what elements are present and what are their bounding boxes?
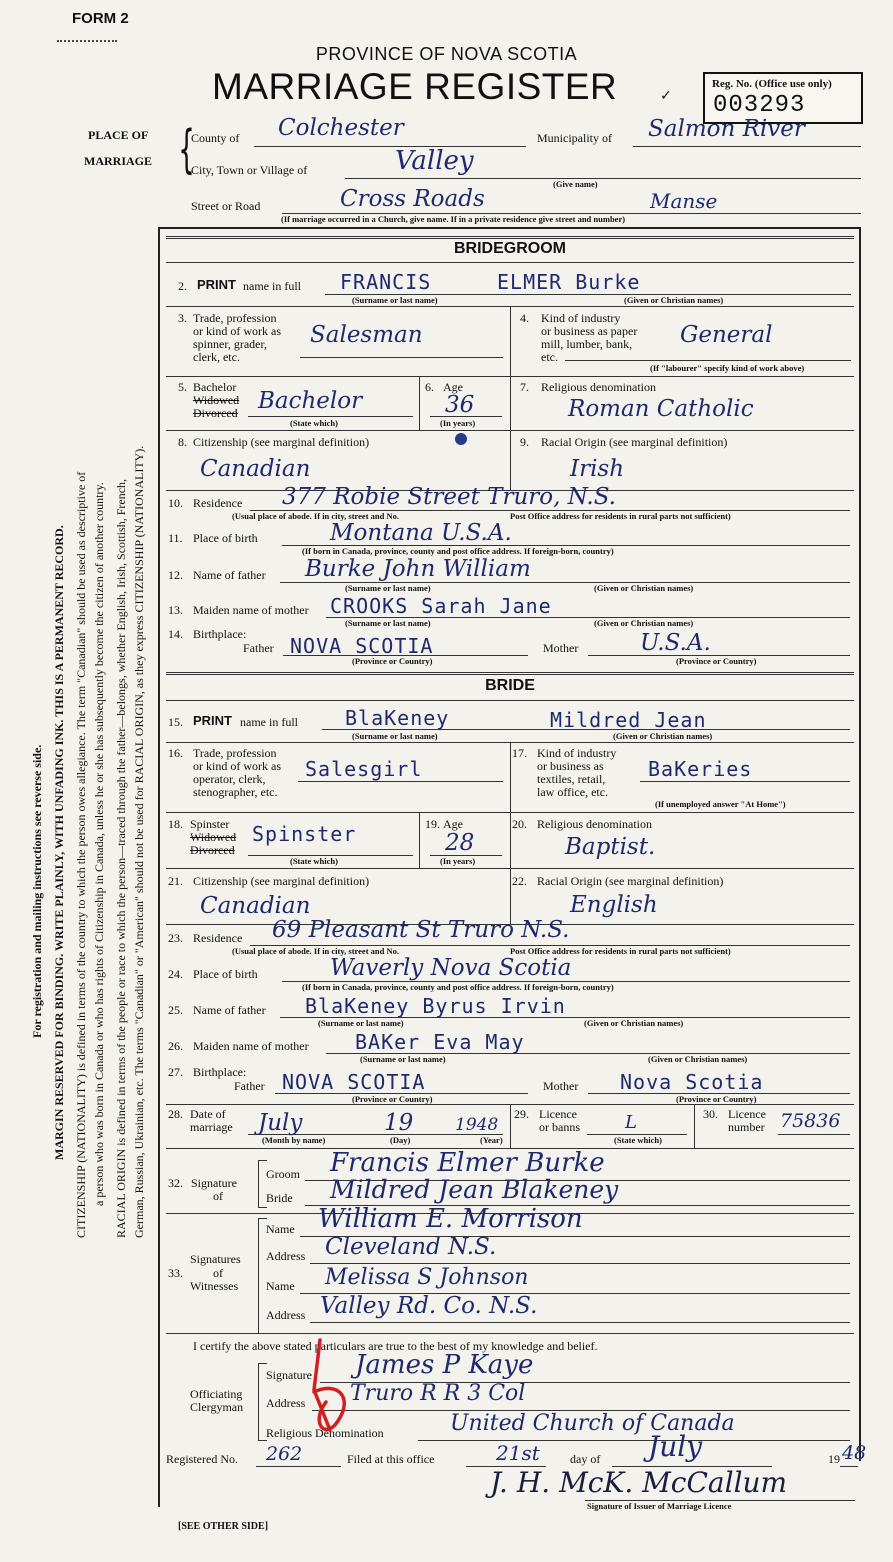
- bride-trade-value: Salesgirl: [305, 757, 423, 781]
- marriage-year-value: 1948: [455, 1115, 499, 1135]
- bride-heading: BRIDE: [485, 677, 535, 694]
- reg-number-value: 003293: [713, 92, 806, 119]
- street-label: Street or Road: [191, 199, 261, 213]
- clergy-signature: James P Kaye: [355, 1350, 534, 1380]
- bride-industry-value: BaKeries: [648, 757, 753, 781]
- witness2-address: Valley Rd. Co. N.S.: [320, 1293, 538, 1319]
- groom-father-value: Burke John William: [305, 556, 531, 582]
- place-brace: {: [178, 120, 195, 180]
- groom-mother-value: CROOKS Sarah Jane: [330, 594, 552, 618]
- licence-or-banns-value: L: [625, 1112, 637, 1133]
- margin-racial-1: RACIAL ORIGIN is defined in terms of the people or race to which the person—traced through the father—belongs, whether English, Irish, Scottish, French,: [114, 478, 128, 1238]
- province-heading: PROVINCE OF NOVA SCOTIA: [315, 44, 578, 64]
- certification-text: I certify the above stated particulars are true to the best of my knowledge and belief.: [193, 1339, 598, 1353]
- reg-number-note: (Office use only): [754, 78, 832, 90]
- ink-blot: [455, 433, 467, 445]
- bride-father-birthplace-value: NOVA SCOTIA: [282, 1070, 426, 1094]
- margin-citizenship-1: CITIZENSHIP (NATIONALITY) is defined in terms of the country to which the person owes allegiance. The term "Canadian" should be used as descriptive of: [74, 471, 88, 1238]
- title-mark: ✓: [660, 88, 672, 104]
- bride-citizenship-value: Canadian: [200, 893, 311, 919]
- margin-instructions-1: For registration and mailing instructions see reverse side.: [30, 744, 44, 1038]
- groom-father-birthplace-value: NOVA SCOTIA: [290, 634, 434, 658]
- street-note: (If marriage occurred in a Church, give name. If in a private residence give street and number): [281, 214, 626, 224]
- witness1-name: William E. Morrison: [318, 1204, 583, 1234]
- bride-mother-birthplace-value: Nova Scotia: [620, 1070, 764, 1094]
- marriage-month-value: July: [258, 1110, 303, 1136]
- margin-citizenship-2: a person who was born in Canada or who has rights of Citizenship in Canada, unless he or she has subsequently become the citizen of another country.: [92, 482, 106, 1206]
- witness1-address: Cleveland N.S.: [325, 1234, 497, 1260]
- groom-status-value: Bachelor: [258, 388, 363, 414]
- registered-number-value: 262: [266, 1443, 303, 1465]
- witness2-name: Melissa S Johnson: [325, 1265, 529, 1290]
- filed-year-value: 48: [842, 1442, 867, 1464]
- groom-industry-value: General: [680, 322, 773, 348]
- county-label: County of: [191, 131, 240, 145]
- bride-mother-value: BAKer Eva May: [355, 1030, 525, 1054]
- bride-given-value: Mildred Jean: [550, 708, 707, 732]
- bride-status-value: Spinster: [252, 822, 357, 846]
- city-label: City, Town or Village of: [191, 163, 308, 177]
- filed-day-value: 21st: [496, 1441, 540, 1465]
- county-value: Colchester: [278, 115, 404, 141]
- issuer-signature-label: Signature of Issuer of Marriage Licence: [587, 1501, 732, 1511]
- licence-number-value: 75836: [780, 1110, 841, 1132]
- bridegroom-heading: BRIDEGROOM: [454, 240, 566, 257]
- bride-signature: Mildred Jean Blakeney: [330, 1175, 619, 1204]
- clergy-address: Truro R R 3 Col: [350, 1381, 526, 1406]
- bride-birthplace-value: Waverly Nova Scotia: [330, 955, 572, 981]
- municipality-label: Municipality of: [537, 131, 612, 145]
- groom-age-value: 36: [445, 392, 475, 418]
- bride-racial-value: English: [570, 892, 658, 918]
- margin-instructions-2: MARGIN RESERVED FOR BINDING. WRITE PLAINLY, WITH UNFADING INK. THIS IS A PERMANENT RECORD.: [52, 525, 66, 1160]
- city-value: Valley: [395, 146, 474, 176]
- filed-month-value: July: [648, 1430, 703, 1463]
- groom-surname-value: FRANCIS: [340, 270, 432, 294]
- bride-father-value: BlaKeney Byrus Irvin: [305, 994, 566, 1018]
- bride-surname-value: BlaKeney: [345, 706, 450, 730]
- margin-racial-2: German, Russian, Ukrainian, etc. The terms "Canadian" or "American" should not be used for RACIAL ORIGIN, as they express CITIZENSHIP (NATIONALITY).: [132, 445, 146, 1238]
- marriage-label: MARRIAGE: [84, 154, 152, 168]
- groom-racial-value: Irish: [570, 456, 625, 482]
- place-of-label: PLACE OF: [88, 128, 149, 142]
- bride-residence-value: 69 Pleasant St Truro N.S.: [272, 917, 570, 943]
- street-value: Cross Roads: [340, 186, 485, 212]
- municipality-value: Salmon River: [648, 116, 805, 142]
- form-number: FORM 2: [72, 10, 129, 27]
- groom-citizenship-value: Canadian: [200, 456, 311, 482]
- groom-birthplace-value: Montana U.S.A.: [330, 520, 512, 546]
- groom-residence-value: 377 Robie Street Truro, N.S.: [282, 484, 616, 510]
- page-title: MARRIAGE REGISTER: [212, 66, 618, 107]
- groom-surname-note: (Surname or last name): [352, 295, 438, 305]
- reg-number-label: Reg. No.: [712, 78, 753, 90]
- groom-given-note: (Given or Christian names): [624, 295, 724, 305]
- groom-given-value: ELMER Burke: [497, 270, 641, 294]
- give-name-note: (Give name): [553, 179, 598, 189]
- street-extra-value: Manse: [650, 189, 718, 213]
- see-other-side-note: [SEE OTHER SIDE]: [178, 1521, 269, 1532]
- bride-print-label: PRINT: [193, 713, 232, 728]
- groom-mother-birthplace-value: U.S.A.: [640, 630, 711, 656]
- bride-age-value: 28: [445, 830, 475, 856]
- groom-trade-value: Salesman: [310, 322, 423, 348]
- bride-religion-value: Baptist.: [565, 834, 656, 860]
- groom-religion-value: Roman Catholic: [568, 396, 754, 422]
- groom-signature: Francis Elmer Burke: [330, 1148, 605, 1178]
- red-pencil-mark: [300, 1330, 370, 1450]
- groom-print-label: PRINT: [197, 277, 236, 292]
- clergy-denomination: United Church of Canada: [450, 1411, 735, 1436]
- marriage-day-value: 19: [384, 1110, 414, 1136]
- issuer-signature: J. H. McK. McCallum: [490, 1466, 788, 1499]
